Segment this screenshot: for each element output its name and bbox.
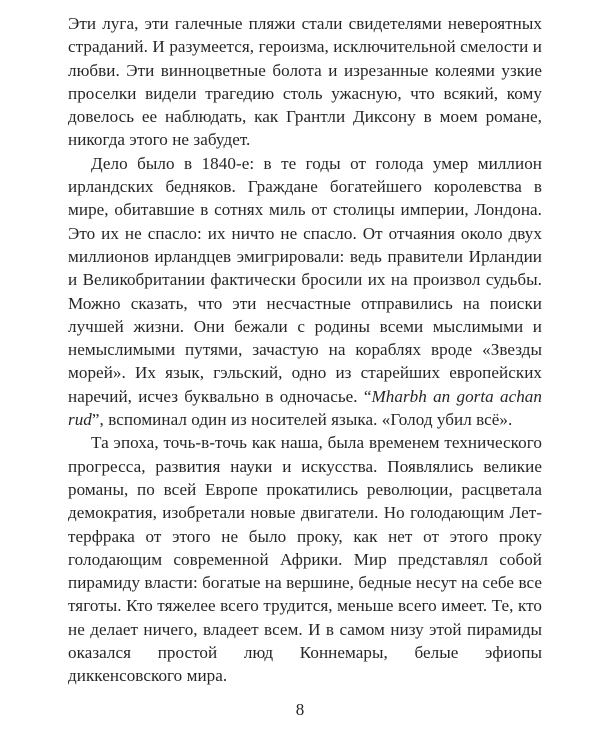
- body-text: [68, 12, 542, 688]
- page-number: 8: [295, 700, 305, 719]
- paragraph-3: [68, 431, 542, 687]
- paragraph-2-text-a: Дело было в 1840-е: в те годы от голода умер миллион ирландских бедняков. Граждане богатейшего королевства в мире, обитавшие в сотнях миль от столицы империи, Лондона. Это их не спасло: их ничто не спасло. От отчаяния около двух миллионов ирландцев эмигрировали: ведь правители Ирландии и Великобритании фактически бросили их на произвол судьбы. Можно сказать, что эти несчастные отправились на поиски лучшей жизни. Они бежали с родины всеми мыслимыми и немыслимыми путями, зачастую на кораблях вроде «Звезды морей». Их язык, гэльский, одно из старейших европейских наречий, исчез буквально в одночасье. “: [68, 153, 542, 406]
- paragraph-3-text: Та эпоха, точь-в-точь как наша, была временем технического прогресса, развития науки и искусства. Появлялись великие романы, по всей Европе прокатились революции, расцветала демократия, изобретали новые двигатели. Но голодающим Леттерфрака от этого не было проку, как нет от этого проку голодающим современной Африки. Мир представлял собой пирамиду власти: богатые на вершине, бедные несут на себе все тяготы. Кто тяжелее всего трудится, меньше всего имеет. Те, кто не делает ничего, владеет всем. И в самом низу этой пирамиды оказался простой люд Коннемары, белые эфиопы диккенсовского мира.: [68, 433, 542, 686]
- paragraph-2: [68, 152, 542, 432]
- gaelic-quote: Mharbh an gorta achan rud: [68, 386, 542, 430]
- paragraph-2-text-b: ”, вспоминал один из носителей языка. «Голод убил всё».: [91, 410, 513, 430]
- paragraph-1: [68, 12, 542, 152]
- paragraph-1-text: Эти луга, эти галечные пляжи стали свидетелями невероятных страданий. И разумеется, героизма, исключительной смелости и любви. Эти винноцветные болота и изрезанные колеями узкие проселки видели трагедию столь ужасную, что всякий, кому довелось ее наблюдать, как Грантли Диксону в моем романе, никогда этого не забудет.: [68, 14, 542, 150]
